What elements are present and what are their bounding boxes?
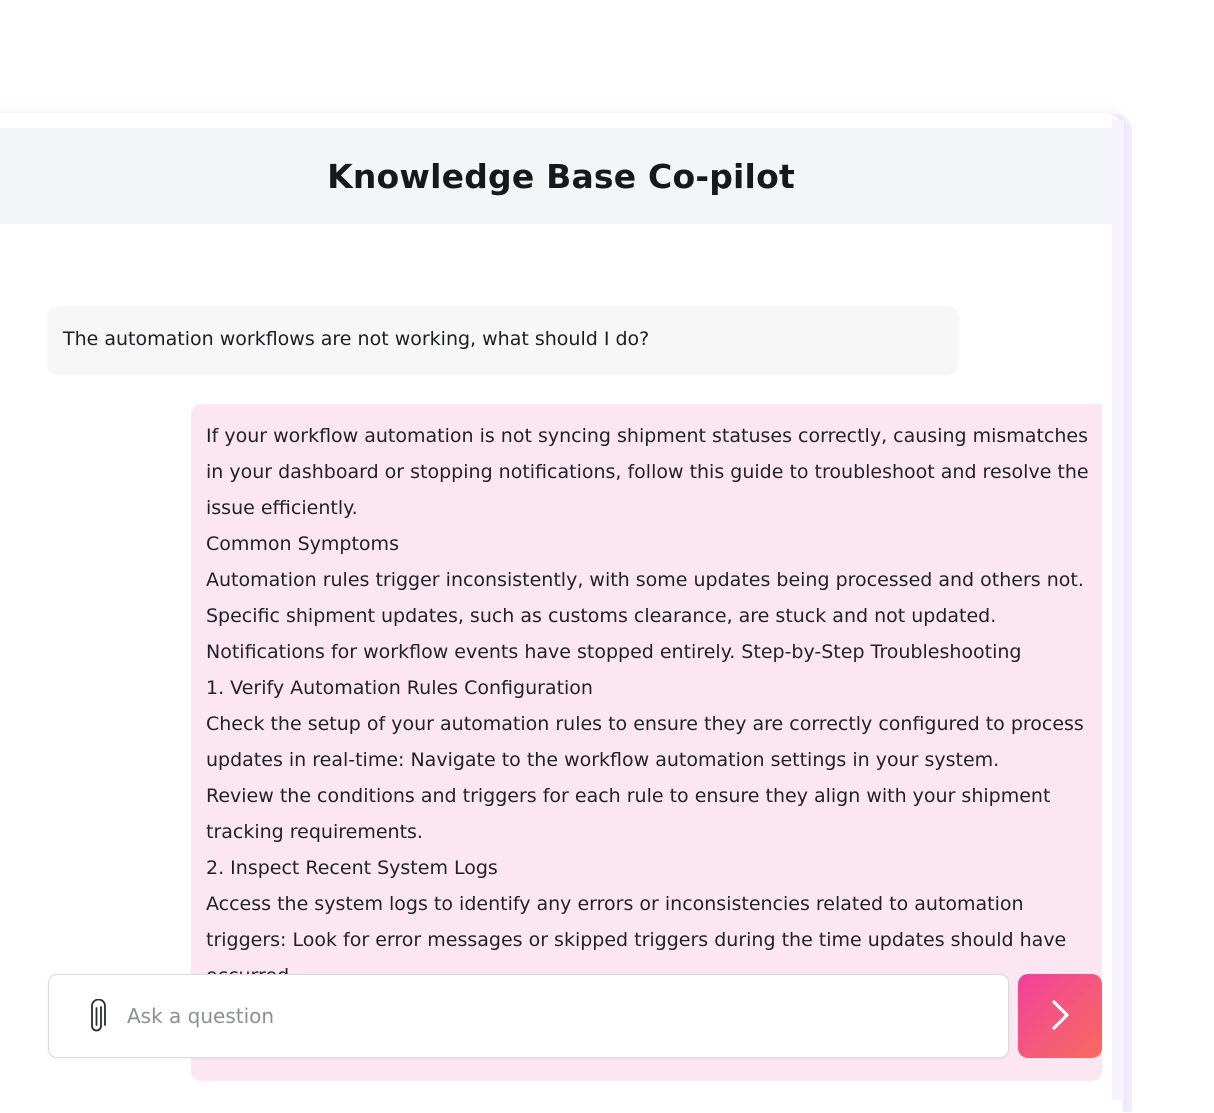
assistant-message-line: triggers: Look for error messages or skipped triggers during the time updates should have	[206, 929, 1067, 951]
assistant-message-line: If your workflow automation is not syncing shipment statuses correctly, causing mismatches	[206, 425, 1088, 447]
user-message-bubble	[48, 306, 958, 372]
chevron-right-icon	[1045, 998, 1075, 1035]
assistant-message-line: Automation rules trigger inconsistently, with some updates being processed and others not.	[206, 569, 1084, 591]
assistant-message-line: in your dashboard or stopping notifications, follow this guide to troubleshoot and resolve the	[206, 461, 1089, 483]
assistant-message-heading: 2. Inspect Recent System Logs	[206, 857, 498, 879]
page-title: Knowledge Base Co-pilot	[327, 156, 795, 196]
assistant-message-line: Specific shipment updates, such as customs clearance, are stuck and not updated.	[206, 605, 997, 627]
assistant-message-line: Check the setup of your automation rules to ensure they are correctly configured to process	[206, 713, 1084, 735]
assistant-message-line: tracking requirements.	[206, 821, 423, 843]
send-button[interactable]	[1018, 974, 1102, 1058]
assistant-message-heading: 1. Verify Automation Rules Configuration	[206, 677, 593, 699]
question-input[interactable]	[125, 985, 989, 1047]
assistant-message-line: issue efficiently.	[206, 497, 358, 519]
message-composer	[48, 974, 1009, 1058]
assistant-message-line: Access the system logs to identify any errors or inconsistencies related to automation	[206, 893, 1024, 915]
assistant-message-line: updates in real-time: Navigate to the workflow automation settings in your system.	[206, 749, 1000, 771]
assistant-message-heading: Common Symptoms	[206, 533, 399, 555]
panel-header	[0, 128, 1112, 224]
chat-thread[interactable]	[0, 224, 1112, 1092]
user-message-text: The automation workflows are not working, what should I do?	[63, 328, 650, 350]
assistant-message-line: Review the conditions and triggers for each rule to ensure they align with your shipment	[206, 785, 1051, 807]
panel-edge	[1112, 120, 1124, 1100]
paperclip-icon[interactable]	[85, 999, 109, 1035]
assistant-message-line: Notifications for workflow events have stopped entirely. Step-by-Step Troubleshooting	[206, 641, 1022, 663]
